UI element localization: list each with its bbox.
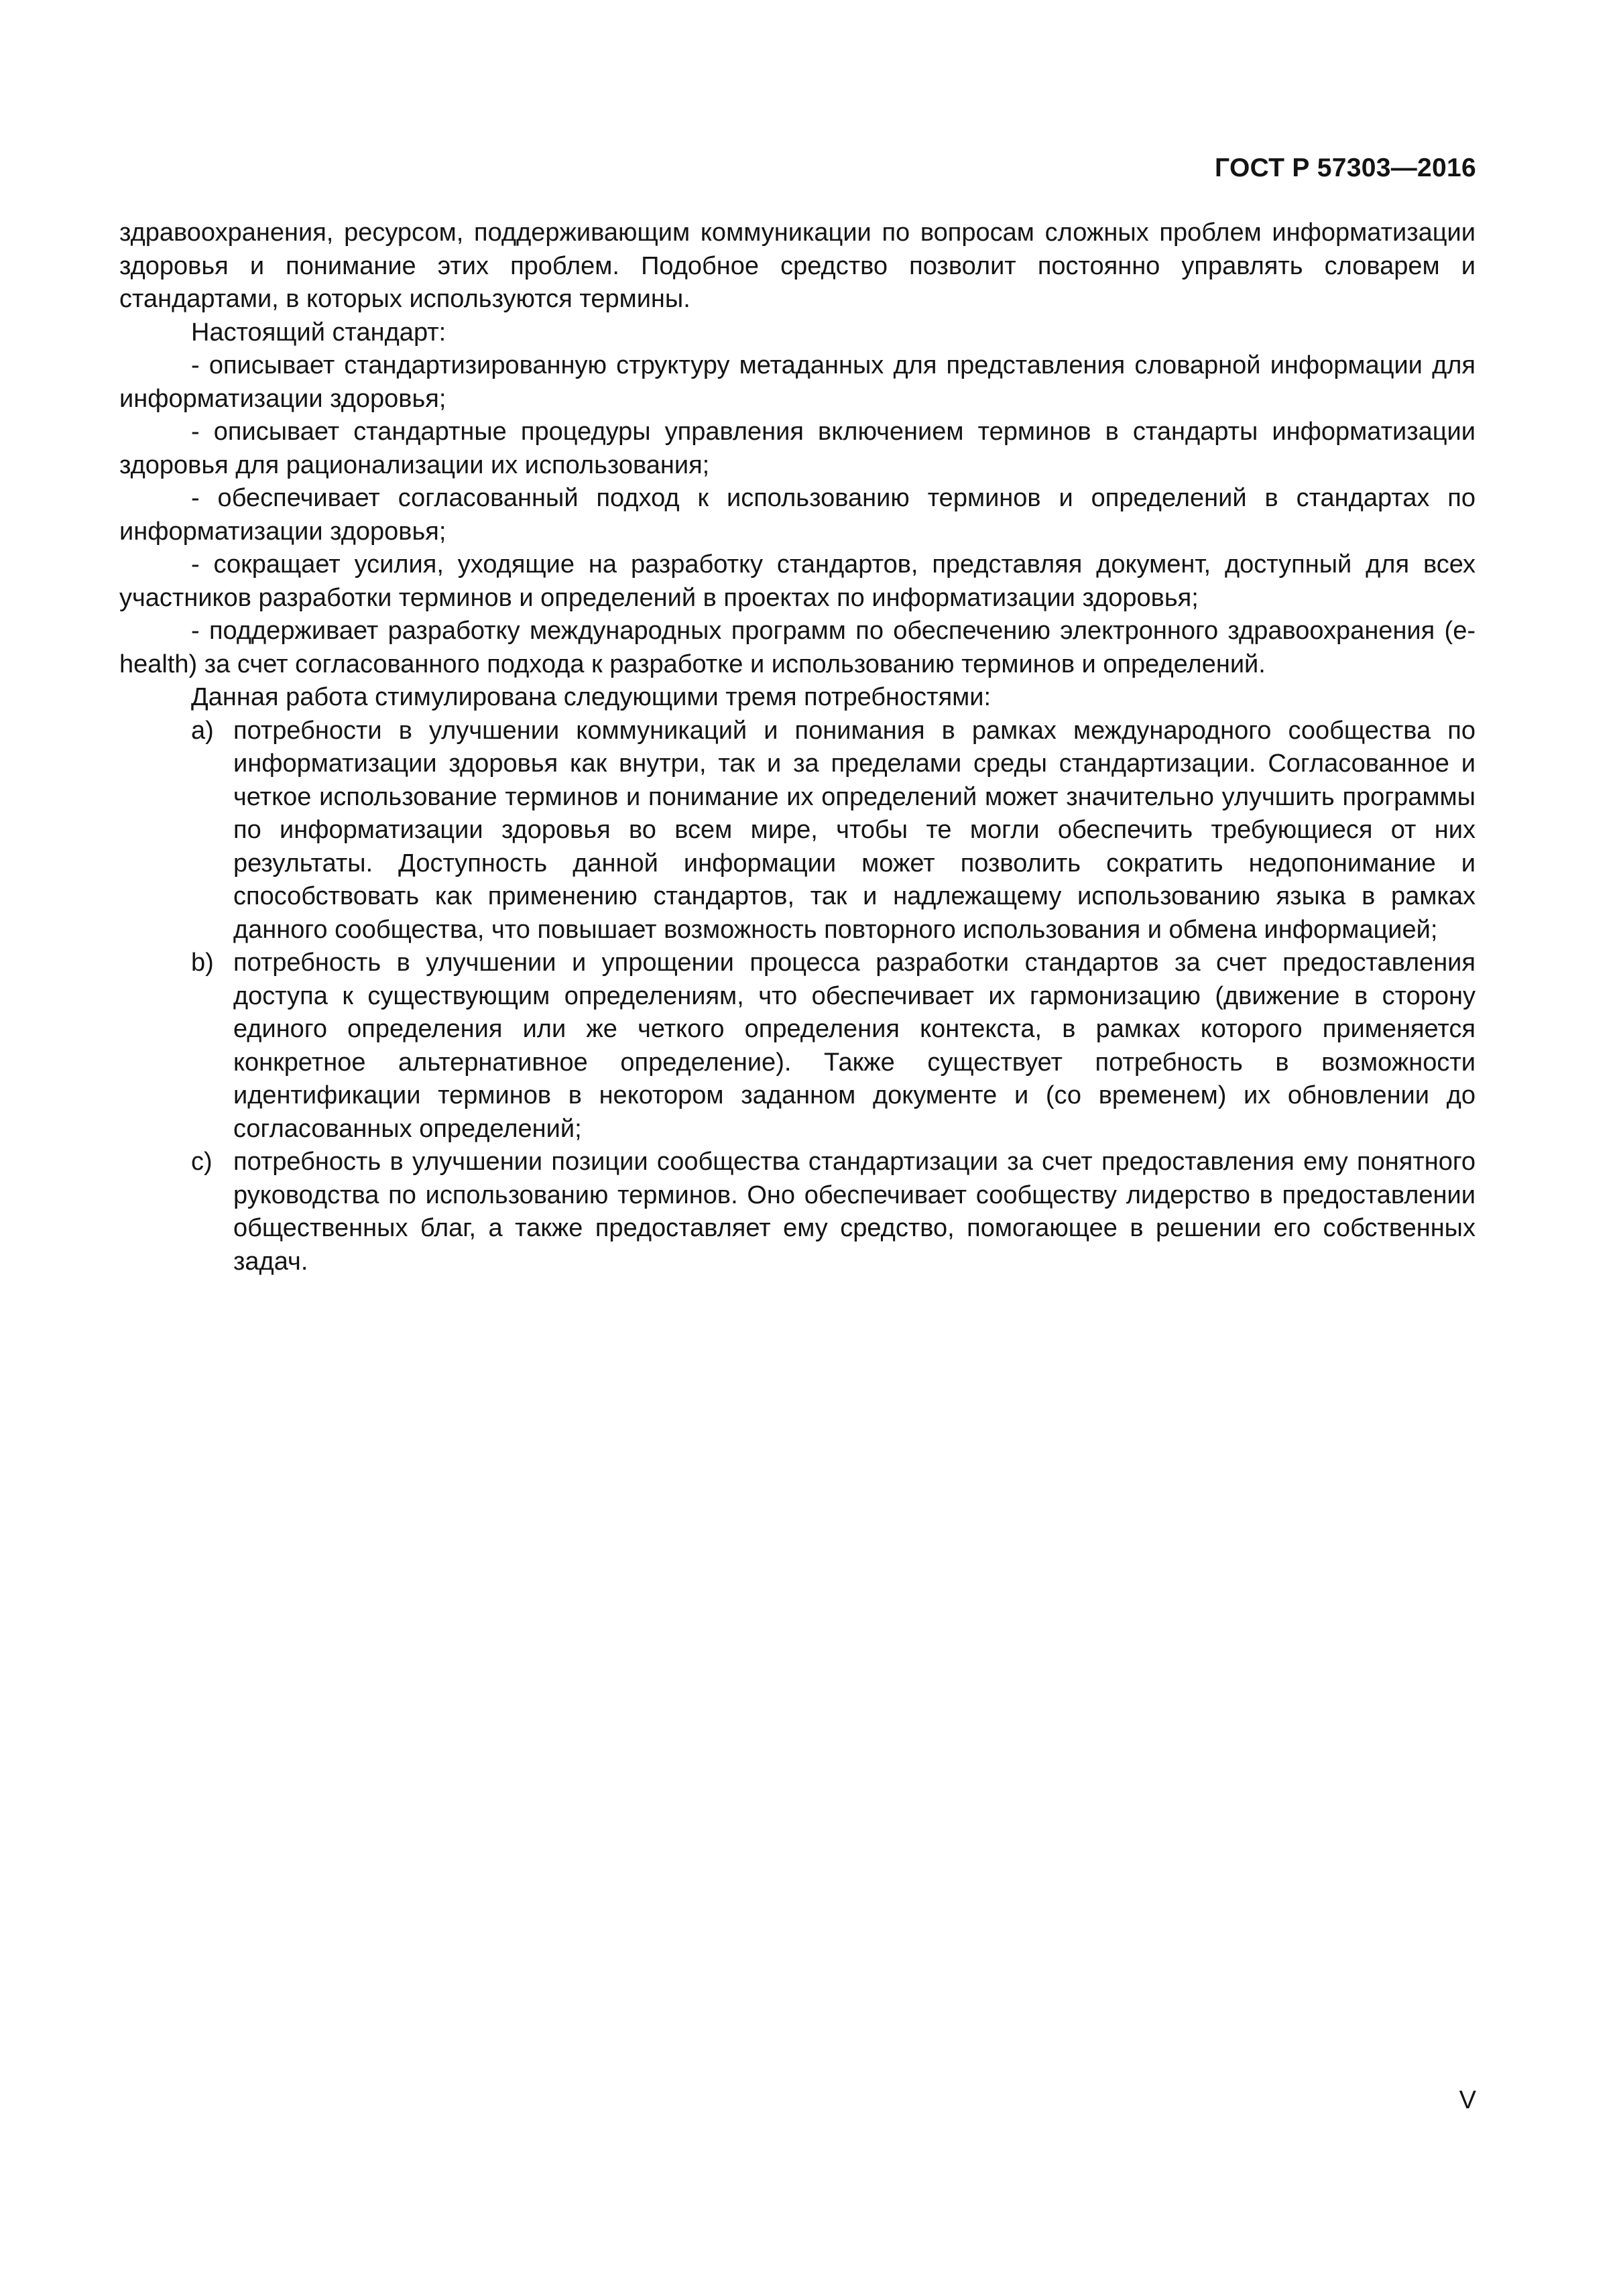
dash-item-2: - описывает стандартные процедуры управления включением терминов в стандарты информатизации здоровья для рационализации их использования; (119, 418, 1476, 479)
document-body (119, 217, 1476, 1278)
paragraph-continuation: здравоохранения, ресурсом, поддерживающим коммуникации по вопросам сложных проблем информатизации здоровья и понимание этих проблем. Подобное средство позволит постоянно управлять словарем и стандартами, в которых используются термины. (119, 219, 1476, 313)
page-number: V (1459, 2086, 1476, 2114)
list-item-text: потребности в улучшении коммуникаций и понимания в рамках международного сообщества по информатизации здоровья как внутри, так и за пределами среды стандартизации. Согласованное и четкое использование терминов и понимание их определений может значительно улучшить программы по информатизации здоровья во всем мире, чтобы те могли обеспечить требующиеся от них результаты. Доступность данной информации может позволить сократить недопонимание и способствовать как применению стандартов, так и надлежащему использованию языка в рамках данного сообщества, что повышает возможность повторного использования и обмена информацией; (233, 716, 1476, 944)
list-item-text: потребность в улучшении и упрощении процесса разработки стандартов за счет предоставления доступа к существующим определениям, что обеспечивает их гармонизацию (движение в сторону единого определения или же четкого определения контекста, в рамках которого применяется конкретное альтернативное определение). Также существует потребность в возможности идентификации терминов в некотором заданном документе и (со временем) их обновлении до согласованных определений; (233, 949, 1476, 1143)
paragraph-intro: Настоящий стандарт: (191, 318, 446, 347)
list-marker: c) (191, 1148, 213, 1176)
dash-item-3: - обеспечивает согласованный подход к использованию терминов и определений в стандартах по информатизации здоровья; (119, 484, 1476, 546)
dash-item-5: - поддерживает разработку международных программ по обеспечению электронного здравоохранения (e-health) за счет согласованного подхода к разработке и использованию терминов и определений. (119, 617, 1476, 678)
needs-item-b (119, 947, 1476, 1146)
standard-code-header: ГОСТ Р 57303—2016 (1215, 154, 1476, 182)
paragraph-needs-intro: Данная работа стимулирована следующими тремя потребностями: (191, 683, 991, 711)
needs-item-c (119, 1146, 1476, 1278)
dash-item-4: - сокращает усилия, уходящие на разработку стандартов, представляя документ, доступный для всех участников разработки терминов и определений в проектах по информатизации здоровья; (119, 550, 1476, 612)
needs-item-a (119, 715, 1476, 947)
list-marker: a) (191, 716, 214, 745)
dash-item-1: - описывает стандартизированную структуру метаданных для представления словарной информации для информатизации здоровья; (119, 351, 1476, 413)
list-item-text: потребность в улучшении позиции сообщества стандартизации за счет предоставления ему понятного руководства по использованию терминов. Оно обеспечивает сообществу лидерство в предоставлении общественных благ, а также предоставляет ему средство, помогающее в решении его собственных задач. (233, 1148, 1476, 1276)
list-marker: b) (191, 949, 214, 977)
needs-list (119, 715, 1476, 1279)
